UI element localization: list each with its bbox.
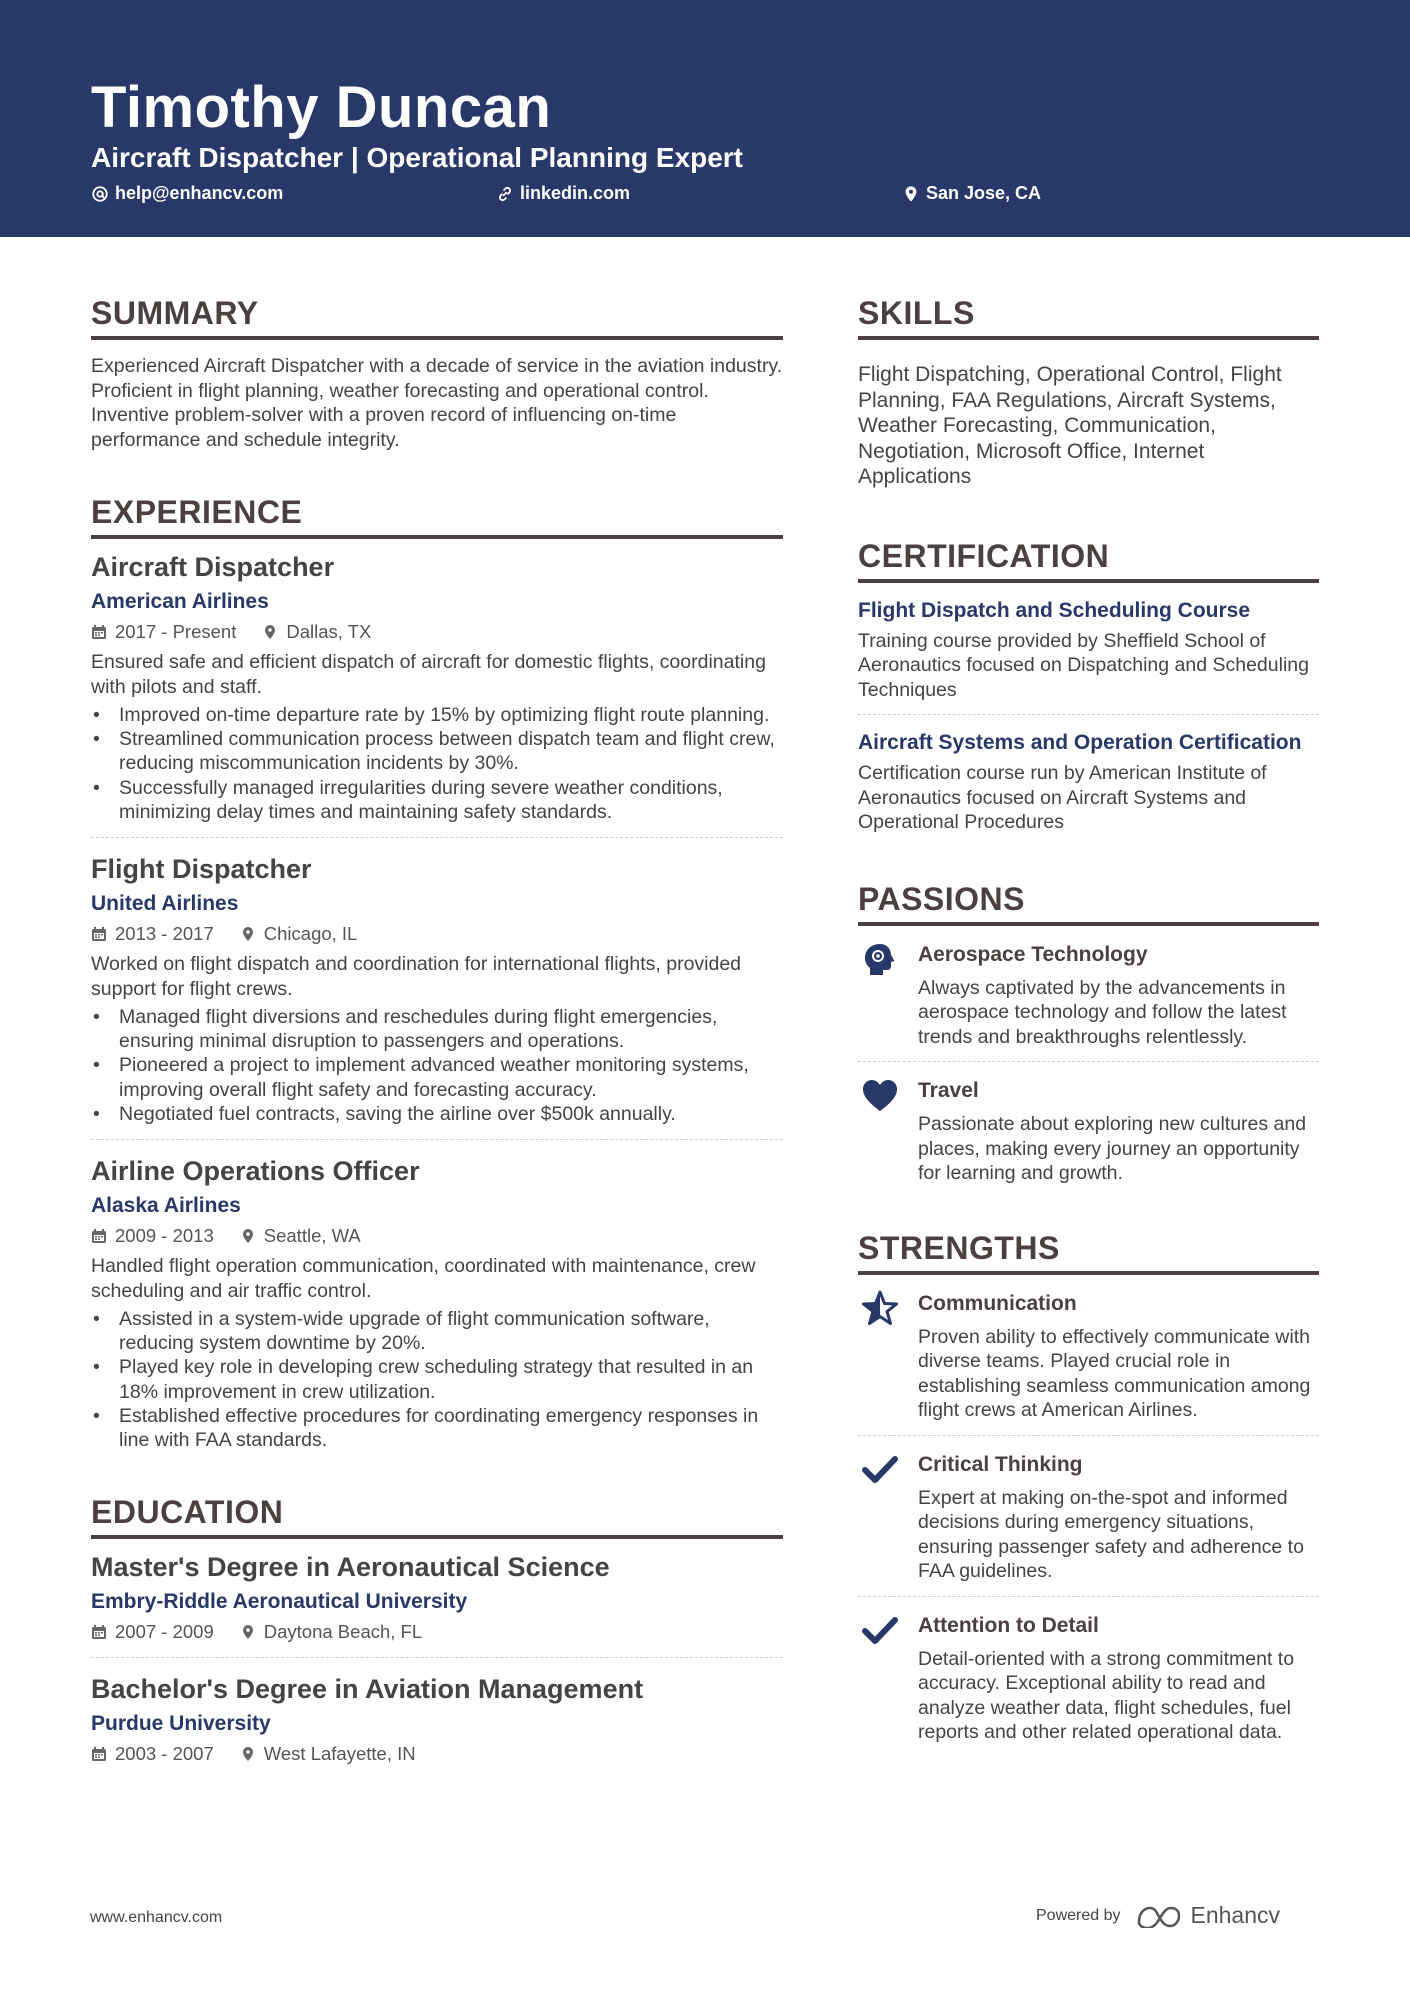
education-meta [91,1742,783,1766]
job-description: Ensured safe and efficient dispatch of aircraft for domestic flights, coordinating with pilots and staff. [91,651,766,698]
calendar-icon [91,624,107,640]
passions-section [858,881,1319,1186]
job-description: Worked on flight dispatch and coordination for international flights, provided support for flight crews. [91,953,742,1000]
job-meta [91,620,783,644]
strength-title: Critical Thinking [918,1452,1083,1476]
head-icon [860,940,900,980]
divider [858,714,1319,715]
divider [91,837,783,838]
footer-website[interactable]: www.enhancv.com [90,1909,223,1926]
degree-title: Master's Degree in Aeronautical Science [91,1552,610,1583]
job-meta [91,1224,783,1248]
education-dates: 2007 - 2009 [115,1621,214,1643]
calendar-icon [91,1746,107,1762]
candidate-name: Timothy Duncan [91,75,552,140]
strength-title: Attention to Detail [918,1613,1099,1637]
passion-entry [858,940,1319,1050]
degree-title: Bachelor's Degree in Aviation Management [91,1674,644,1705]
job-bullet: • Played key role in developing crew scheduling strategy that resulted in an 18% improvement in crew utilization. [91,1355,783,1403]
experience-entry [91,851,783,1126]
education-location: Daytona Beach, FL [263,1621,423,1643]
experience-heading: EXPERIENCE [91,494,783,539]
calendar-icon [91,1228,107,1244]
education-meta [91,1620,783,1644]
passions-heading: PASSIONS [858,881,1319,926]
job-title: Flight Dispatcher [91,854,312,885]
strength-title: Communication [918,1291,1077,1315]
location-pin-icon [262,624,278,640]
divider [858,1596,1319,1597]
strength-text: Detail-oriented with a strong commitment to accuracy. Exceptional ability to read and analyze weather data, flight schedules, fuel reports and other related operational data. [918,1647,1295,1743]
email-text: help@enhancv.com [115,183,284,203]
job-bullet: • Improved on-time departure rate by 15% by optimizing flight route planning. [91,703,783,727]
experience-section [91,494,783,1452]
education-location: West Lafayette, IN [263,1743,416,1765]
enhancv-logo-icon [1135,1904,1183,1928]
skills-heading: SKILLS [858,295,1319,340]
education-heading: EDUCATION [91,1494,783,1539]
certification-title: Aircraft Systems and Operation Certification [858,731,1302,754]
education-entry [91,1671,783,1766]
location-pin-icon [240,1228,256,1244]
location-pin-icon [240,1746,256,1762]
school-name: Embry-Riddle Aeronautical University [91,1590,468,1614]
enhancv-logo[interactable] [1135,1902,1281,1929]
right-column [858,295,1319,1745]
candidate-headline: Aircraft Dispatcher | Operational Planning Expert [91,142,743,173]
job-bullet: • Assisted in a system-wide upgrade of flight communication software, reducing system downtime by 20%. [91,1307,783,1355]
strengths-heading: STRENGTHS [858,1230,1319,1275]
resume-header [0,0,1410,237]
job-dates: 2013 - 2017 [115,923,214,945]
certification-heading: CERTIFICATION [858,538,1319,583]
strength-entry [858,1289,1319,1423]
job-meta [91,922,783,946]
strengths-section [858,1230,1319,1745]
job-dates: 2017 - Present [115,621,237,642]
skills-section [858,295,1319,490]
at-icon [91,185,109,203]
passion-title: Travel [918,1079,979,1102]
link-icon [496,185,514,203]
calendar-icon [91,1624,107,1640]
job-title: Airline Operations Officer [91,1156,420,1187]
job-title: Aircraft Dispatcher [91,552,335,582]
location-text: San Jose, CA [926,183,1042,203]
location-pin-icon [240,926,256,942]
job-location: Dallas, TX [286,621,372,642]
location-pin-icon [902,185,920,203]
company-name: Alaska Airlines [91,1194,241,1218]
divider [858,1435,1319,1436]
certification-text: Training course provided by Sheffield School of Aeronautics focused on Dispatching and Scheduling Techniques [858,629,1309,701]
certification-title: Flight Dispatch and Scheduling Course [858,598,1251,622]
education-section [91,1494,783,1766]
strength-text: Proven ability to effectively communicate with diverse teams. Played crucial role in establishing seamless communication among flight crews at American Airlines. [918,1325,1311,1421]
check-icon [860,1450,900,1490]
location-pin-icon [240,1624,256,1640]
job-bullets [91,703,783,824]
certification-section [858,538,1319,835]
summary-text: Experienced Aircraft Dispatcher with a decade of service in the aviation industry. Proficient in flight planning, weather forecasting and operational control. Inventive problem-solver with a proven record of influencing on-time performance and schedule integrity. [91,355,783,451]
divider [91,1139,783,1140]
passion-title: Aerospace Technology [918,942,1148,966]
star-icon [860,1289,900,1329]
summary-section [91,295,783,452]
job-location: Chicago, IL [263,923,358,945]
divider [91,1657,783,1658]
brand-name: Enhancv [1190,1902,1281,1928]
heart-icon [860,1076,900,1116]
certification-entry [858,597,1319,703]
job-bullet: • Managed flight diversions and reschedules during flight emergencies, ensuring minimal disruption to passengers and operations. [91,1005,783,1053]
contact-email[interactable] [91,183,283,204]
skills-text: Flight Dispatching, Operational Control, Flight Planning, FAA Regulations, Aircraft Systems, Weather Forecasting, Communication, Negotiation, Microsoft Office, Internet Applications [858,363,1282,488]
calendar-icon [91,926,107,942]
job-bullet: • Negotiated fuel contracts, saving the airline over $500k annually. [91,1102,783,1126]
certification-entry [858,729,1319,835]
contact-linkedin[interactable] [496,183,630,204]
linkedin-text: linkedin.com [520,183,631,203]
company-name: United Airlines [91,892,239,916]
job-location: Seattle, WA [263,1225,361,1247]
job-bullets [91,1005,783,1126]
education-entry [91,1549,783,1644]
job-description: Handled flight operation communication, coordinated with maintenance, crew scheduling and air traffic control. [91,1255,756,1302]
strength-entry [858,1450,1319,1584]
job-bullet: • Streamlined communication process between dispatch team and flight crew, reducing miscommunication incidents by 30%. [91,727,783,775]
job-bullet: • Successfully managed irregularities during severe weather conditions, minimizing delay times and maintaining safety standards. [91,776,783,824]
check-icon [860,1611,900,1651]
passion-text: Passionate about exploring new cultures and places, making every journey an opportunity for learning and growth. [918,1113,1307,1184]
company-name: American Airlines [91,590,269,613]
certification-text: Certification course run by American Institute of Aeronautics focused on Aircraft Systems and Operational Procedures [858,762,1267,833]
job-dates: 2009 - 2013 [115,1225,214,1247]
school-name: Purdue University [91,1712,271,1736]
job-bullet: • Established effective procedures for coordinating emergency responses in line with FAA standards. [91,1404,783,1452]
strength-text: Expert at making on-the-spot and informed decisions during emergency situations, ensuring passenger safety and adherence to FAA guidelines. [918,1486,1304,1582]
summary-heading: SUMMARY [91,295,783,340]
footer-branding [1036,1902,1280,1929]
experience-entry [91,1153,783,1452]
contact-location [902,183,1041,204]
passion-text: Always captivated by the advancements in aerospace technology and follow the latest trends and breakthroughs relentlessly. [918,976,1287,1048]
education-dates: 2003 - 2007 [115,1743,214,1765]
strength-entry [858,1611,1319,1745]
powered-by-label: Powered by [1036,1906,1121,1924]
job-bullets [91,1307,783,1452]
passion-entry [858,1076,1319,1186]
experience-entry [91,549,783,824]
left-column [91,295,783,1772]
divider [858,1061,1319,1062]
job-bullet: • Pioneered a project to implement advanced weather monitoring systems, improving overall flight safety and forecasting accuracy. [91,1053,783,1101]
